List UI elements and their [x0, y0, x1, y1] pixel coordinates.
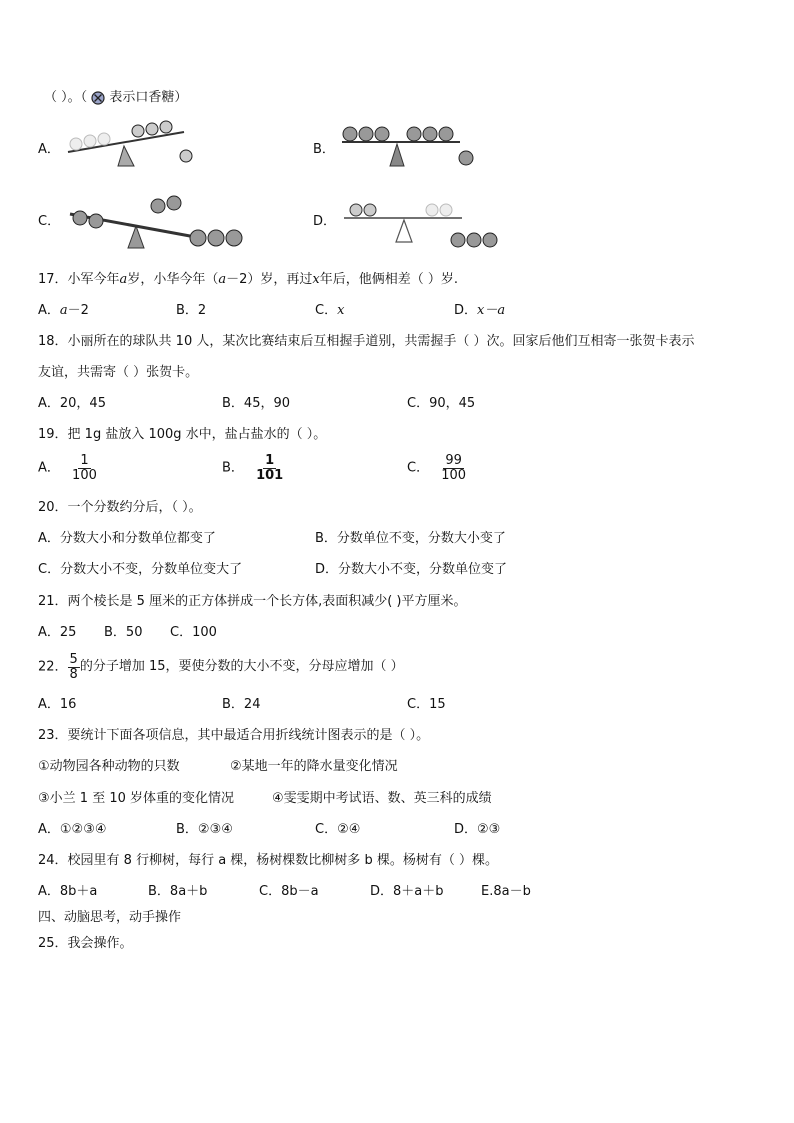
section-heading: 四、动脑思考，动手操作 — [38, 910, 182, 925]
q21-stem: 21．两个棱长是 5 厘米的正方体拼成一个长方体,表面积减少( )平方厘米。 — [38, 594, 467, 609]
q17-var-a: a — [119, 272, 128, 287]
q17-var-a2: a — [218, 272, 227, 287]
gum-icon — [180, 150, 192, 162]
q21-option-c: C．100 — [170, 625, 217, 640]
q22-option-b: B．24 — [222, 697, 261, 712]
q23-item-4: ④雯雯期中考试语、数、英三科的成绩 — [272, 791, 492, 806]
fraction-99-100: $\frac{99}{100}$ — [441, 453, 467, 483]
q17-var-x: x — [312, 272, 320, 287]
q23-option-a: A．①②③④ — [38, 822, 107, 837]
q17-option-c: C．x — [315, 303, 345, 318]
q20-option-c: C．分数大小不变，分数单位变大了 — [38, 562, 243, 577]
q17-option-d: D．x－a — [454, 303, 506, 318]
q16-option-c-label: C． — [38, 214, 61, 229]
q18-stem-line1: 18．小丽所在的球队共 10 人，某次比赛结束后互相握手道别，共需握手（ ）次。回家后他们互相寄一张贺卡表示 — [38, 334, 695, 349]
q17-stem-mid2: －2）岁，再过 — [226, 272, 313, 287]
q16-stem-legend: 表示口香糖） — [109, 90, 188, 105]
q20-option-d: D．分数大小不变，分数单位变了 — [315, 562, 508, 577]
q20-option-a: A．分数大小和分数单位都变了 — [38, 531, 216, 546]
q18-option-a: A．20，45 — [38, 396, 106, 411]
gum-icon — [459, 151, 473, 165]
gum-icon — [451, 233, 497, 247]
q19-option-a: A． $\frac{1}{100}$ — [38, 453, 97, 483]
q24-stem: 24．校园里有 8 行柳树，每行 a 棵，杨树棵数比柳树多 b 棵。杨树有（ ）棵。 — [38, 853, 498, 868]
q21-option-b: B．50 — [104, 625, 143, 640]
q23-stem: 23．要统计下面各项信息，其中最适合用折线统计图表示的是（ ）。 — [38, 728, 430, 743]
q16-stem-paren: （ ）。（ — [44, 90, 88, 105]
q23-option-b: B．②③④ — [176, 822, 233, 837]
q24-option-c: C．8b－a — [259, 884, 319, 899]
balance-scale-c — [66, 192, 256, 252]
q17-stem-post: 年后，他俩相差（ ）岁. — [319, 272, 458, 287]
q18-option-b: B．45，90 — [222, 396, 291, 411]
q16-option-b-label: B． — [313, 142, 335, 157]
q24-option-e: E.8a－b — [481, 884, 531, 899]
q17-stem-pre: 17．小军今年 — [38, 272, 120, 287]
q19-option-c: C． $\frac{99}{100}$ — [407, 453, 467, 483]
gum-icon — [426, 204, 452, 216]
q22-stem: 22． $\frac{5}{8}$ 的分子增加 15，要使分数的大小不变，分母应增加（ ） — [38, 651, 404, 682]
balance-scale-a — [66, 118, 196, 170]
q25-stem: 25．我会操作。 — [38, 936, 133, 951]
q19-stem: 19．把 1g 盐放入 100g 水中，盐占盐水的（ ）。 — [38, 427, 327, 442]
q18-option-c: C．90，45 — [407, 396, 476, 411]
gum-icon — [350, 204, 376, 216]
fraction-5-8: $\frac{5}{8}$ — [69, 651, 78, 682]
q22-option-a: A．16 — [38, 697, 77, 712]
q16-option-a-label: A． — [38, 142, 60, 157]
q17-option-b: B．2 — [176, 303, 207, 318]
q16-stem — [44, 90, 187, 106]
gum-icon — [70, 133, 110, 150]
q23-item-1: ①动物园各种动物的只数 — [38, 759, 180, 774]
q21-option-a: A．25 — [38, 625, 77, 640]
gum-icon — [91, 91, 105, 105]
q24-option-d: D．8＋a＋b — [370, 884, 444, 899]
q18-stem-line2: 友谊，共需寄（ ）张贺卡。 — [38, 365, 199, 380]
q22-option-c: C．15 — [407, 697, 446, 712]
gum-icon — [73, 196, 242, 246]
q23-option-d: D．②③ — [454, 822, 501, 837]
q24-option-a: A．8b＋a — [38, 884, 98, 899]
q23-item-2: ②某地一年的降水量变化情况 — [230, 759, 398, 774]
q16-option-d-label: D． — [313, 214, 337, 229]
q20-option-b: B．分数单位不变，分数大小变了 — [315, 531, 506, 546]
fraction-1-100: $\frac{1}{100}$ — [72, 453, 97, 483]
q23-item-3: ③小兰 1 至 10 岁体重的变化情况 — [38, 791, 234, 806]
q17-stem-mid1: 岁，小华今年（ — [127, 272, 219, 287]
q23-option-c: C．②④ — [315, 822, 361, 837]
q20-stem: 20．一个分数约分后，（ ）。 — [38, 500, 202, 515]
balance-scale-b — [340, 120, 480, 170]
q17-option-a: A．a－2 — [38, 303, 89, 318]
fraction-1-101: $\frac{1}{101}$ — [256, 453, 284, 483]
gum-icon — [343, 127, 453, 141]
balance-scale-d — [342, 196, 512, 254]
q24-option-b: B．8a＋b — [148, 884, 208, 899]
q17-stem — [38, 272, 458, 288]
q19-option-b: B． $\frac{1}{101}$ — [222, 453, 284, 483]
